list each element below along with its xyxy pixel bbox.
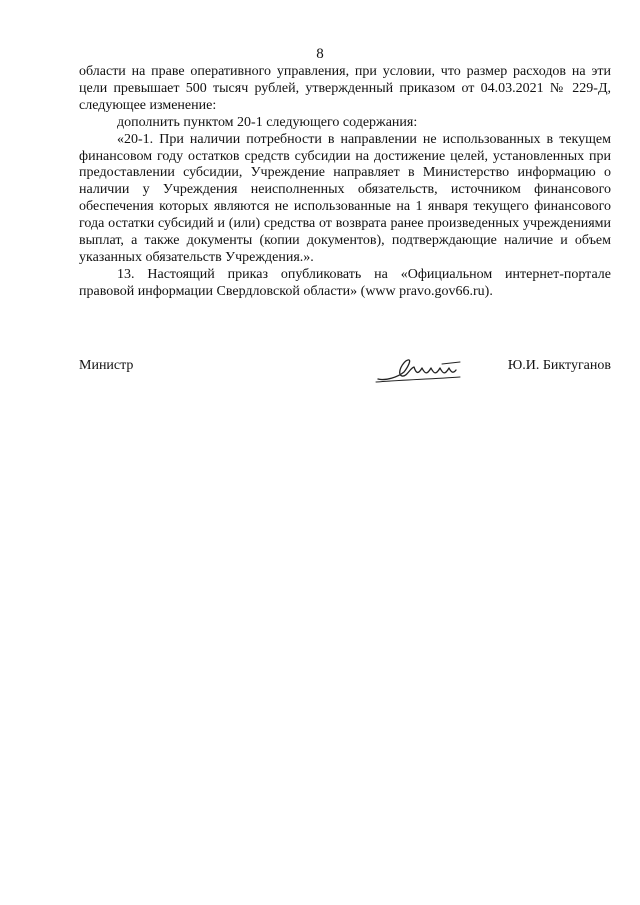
signer-name: Ю.И. Биктуганов [507,358,611,373]
paragraph-clause-20-1: «20-1. При наличии потребности в направлении не использованных в текущем финансовом году остатков средств субсидии на достижение целей, установленных при предоставлении субсидии, Учреждение направляет в Министерство информацию о наличии у Учреждения неисполненных обязательств, источником финансового обеспечения которых являются не использованные на 1 января текущего финансового года остатки субсидий и (или) средства от возврата ранее произведенных учреждениями выплат, а также документы (копии документов), подтверждающие наличие и объем указанных обязательств Учреждения.». [79,131,611,265]
signature-block [79,356,611,386]
paragraph-clause-13: 13. Настоящий приказ опубликовать на «Официальном интернет-портале правовой информации Свердловской области» (www pravo.gov66.ru). [79,266,611,299]
page-number: 8 [316,46,324,62]
paragraph-amendment-intro: дополнить пунктом 20-1 следующего содержания: [117,114,418,130]
signer-title: Министр [79,358,134,373]
handwritten-signature [372,352,472,386]
paragraph-continuation: области на праве оперативного управления, при условии, что размер расходов на эти цели превышает 500 тысяч рублей, утвержденный приказом от 04.03.2021 № 229-Д, следующее изменение: [79,64,611,113]
document-body [79,64,611,301]
